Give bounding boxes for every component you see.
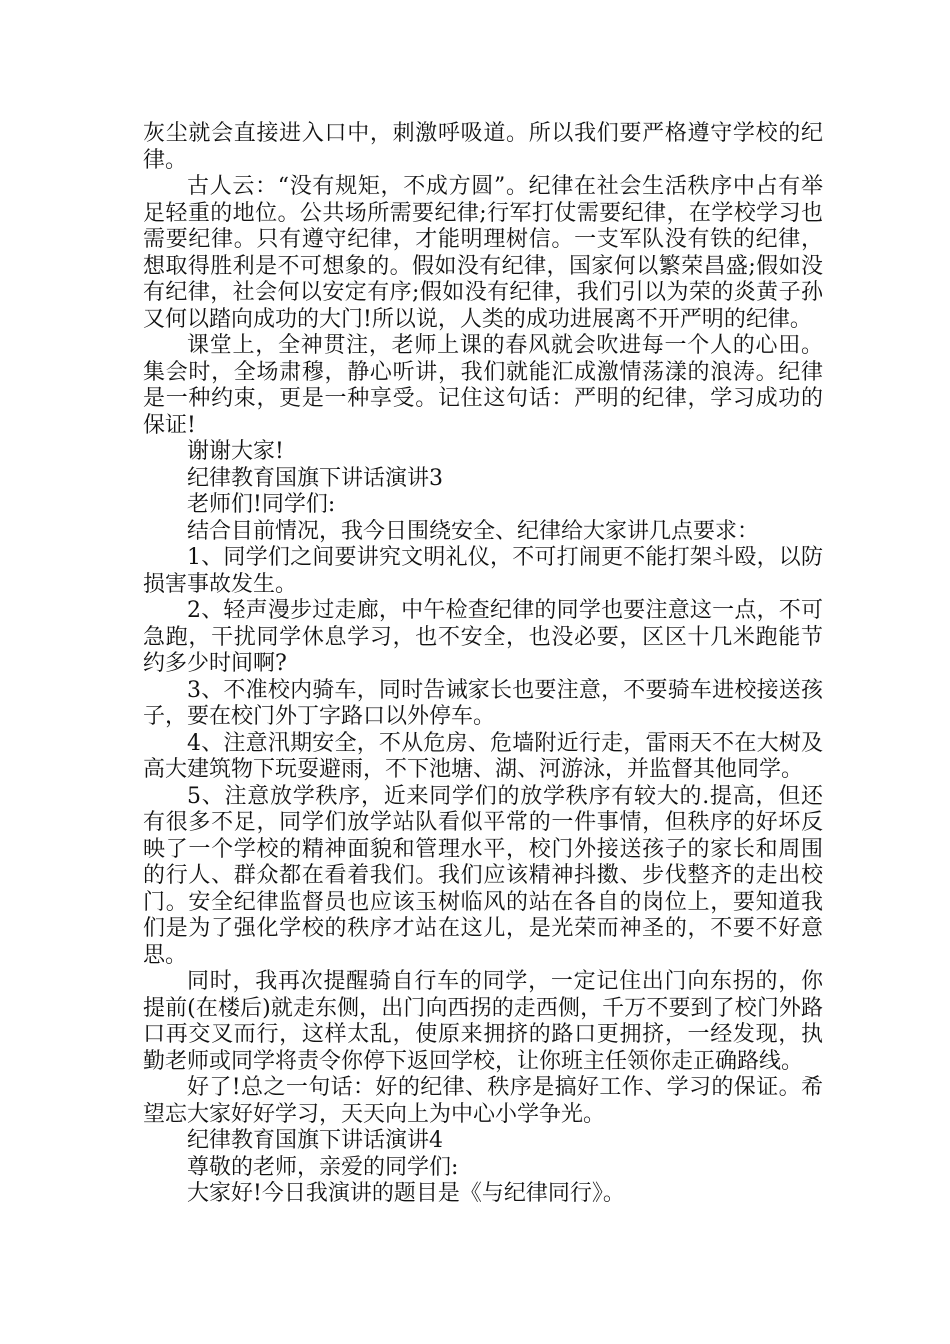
paragraph: 灰尘就会直接进入口中，刺激呼吸道。所以我们要严格遵守学校的纪律。 [143,121,823,173]
paragraph: 古人云：“没有规矩，不成方圆”。纪律在社会生活秩序中占有举足轻重的地位。公共场所需要纪律;行军打仗需要纪律，在学校学习也需要纪律。只有遵守纪律，才能明理树信。一支军队没有铁的纪律，想取得胜利是不可想象的。假如没有纪律，国家何以繁荣昌盛;假如没有纪律，社会何以安定有序;假如没有纪律，我们引以为荣的炎黄子孙又何以踏向成功的大门!所以说，人类的成功进展离不开严明的纪律。 [143,174,823,332]
closing-line: 谢谢大家! [187,439,284,464]
list-item: 5、注意放学秩序，近来同学们的放学秩序有较大的.提高，但还有很多不足，同学们放学站队看似平常的一件事情，但秩序的好坏反映了一个学校的精神面貌和管理水平，校门外接送孩子的家长和周围的行人、群众都在看着我们。我们应该精神抖擞、步伐整齐的走出校门。安全纪律监督员也应该玉树临风的站在各自的岗位上，要知道我们是为了强化学校的秩序才站在这儿，是光荣而神圣的，不要不好意思。 [143,783,823,968]
paragraph: 好了!总之一句话：好的纪律、秩序是搞好工作、学习的保证。希望忘大家好好学习，天天向上为中心小学争光。 [143,1075,823,1127]
paragraph: 大家好!今日我演讲的题目是《与纪律同行》。 [187,1181,625,1206]
section-heading: 纪律教育国旗下讲话演讲4 [187,1128,443,1153]
list-item: 4、注意汛期安全，不从危房、危墙附近行走，雷雨天不在大树及高大建筑物下玩耍避雨，不下池塘、湖、河游泳，并监督其他同学。 [143,730,823,782]
section-heading: 纪律教育国旗下讲话演讲3 [187,465,443,491]
list-item: 1、同学们之间要讲究文明礼仪，不可打闹更不能打架斗殴，以防损害事故发生。 [143,545,823,597]
list-item: 3、不准校内骑车，同时告诫家长也要注意，不要骑车进校接送孩子，要在校门外丁字路口以外停车。 [143,677,823,729]
paragraph: 同时，我再次提醒骑自行车的同学，一定记住出门向东拐的，你提前(在楼后)就走东侧，出门向西拐的走西侧，千万不要到了校门外路口再交叉而行，这样太乱，使原来拥挤的路口更拥挤，一经发现，执勤老师或同学将责令你停下返回学校，让你班主任领你走正确路线。 [143,969,823,1074]
paragraph: 结合目前情况，我今日围绕安全、纪律给大家讲几点要求： [187,518,760,544]
salutation: 尊敬的老师，亲爱的同学们: [187,1154,459,1180]
document-body [143,121,823,1208]
salutation: 老师们!同学们: [187,492,336,517]
paragraph: 课堂上，全神贯注，老师上课的春风就会吹进每一个人的心田。集会时，全场肃穆，静心听讲，我们就能汇成激情荡漾的浪涛。纪律是一种约束，更是一种享受。记住这句话：严明的纪律，学习成功的保证! [143,333,823,438]
list-item: 2、轻声漫步过走廊，中午检查纪律的同学也要注意这一点，不可急跑，干扰同学休息学习，也不安全，也没必要，区区十几米跑能节约多少时间啊? [143,598,823,676]
